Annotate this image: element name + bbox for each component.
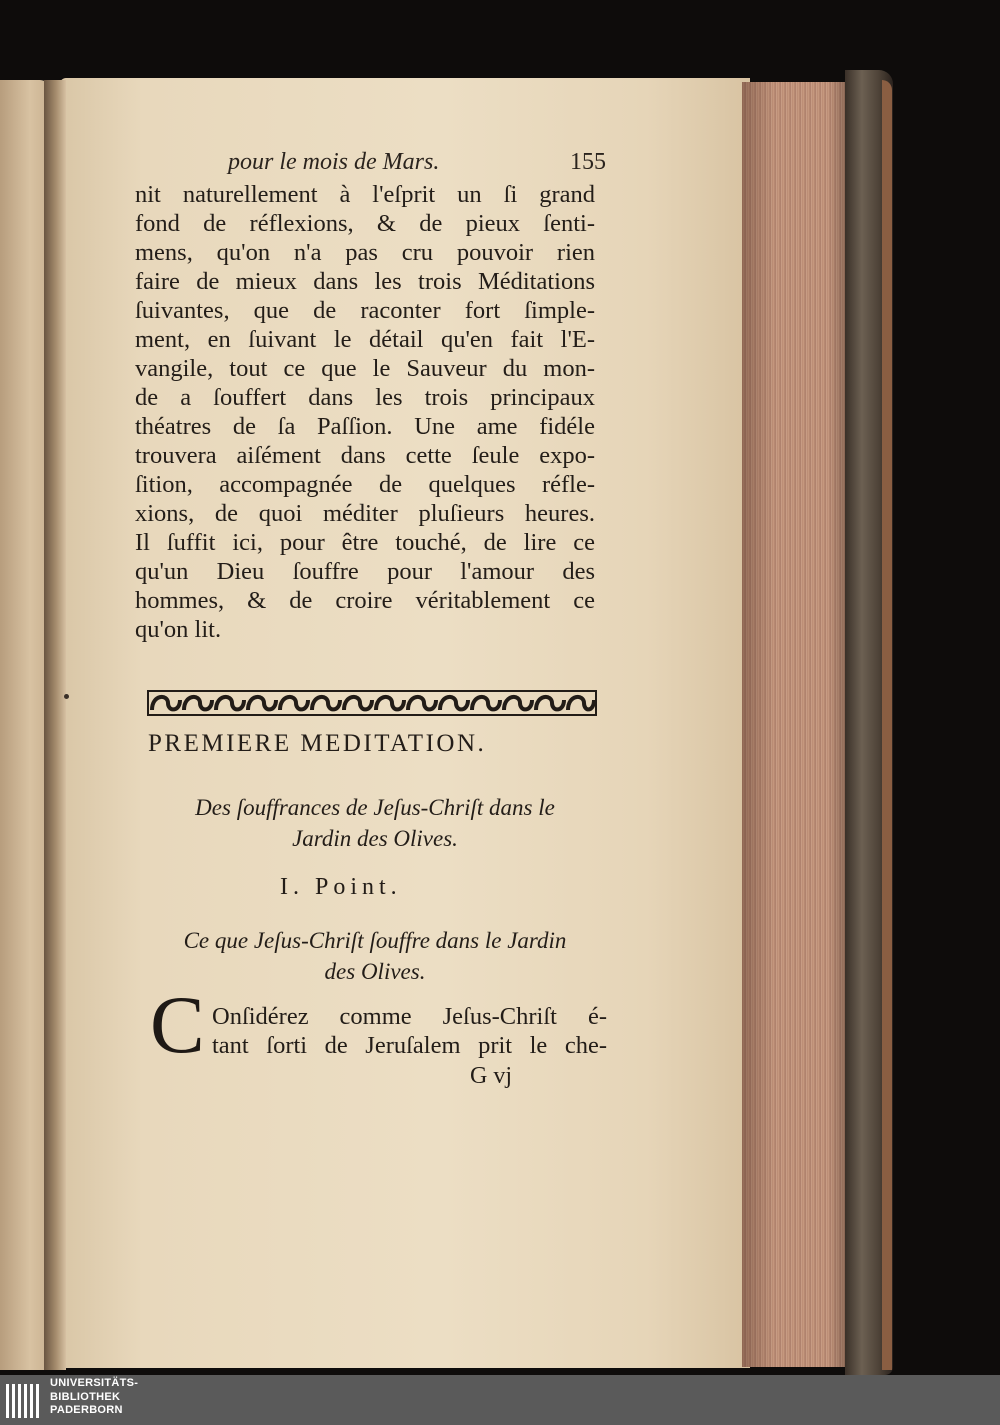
meditation-subtitle-line: Jardin des Olives.	[292, 826, 458, 851]
logo-line: PADERBORN	[50, 1404, 123, 1416]
body-line: Il ſuffit ici, pour être touché, de lire ce	[135, 529, 595, 556]
drop-cap: C	[150, 979, 205, 1070]
body-line: ſuivantes, que de raconter fort ſimple-	[135, 297, 595, 324]
margin-speck	[64, 694, 69, 699]
page-number: 155	[570, 149, 606, 175]
cover-edge	[882, 80, 892, 1370]
printer-ornament-band	[146, 688, 598, 718]
point-subtitle-line: Ce que Jeſus-Chriſt ſouffre dans le Jardin	[183, 928, 567, 953]
body-line: trouvera aiſément dans cette ſeule expo-	[135, 442, 595, 469]
body-line: hommes, & de croire véritablement ce	[135, 587, 595, 614]
body-line: ment, en ſuivant le détail qu'en fait l'E-	[135, 326, 595, 353]
point-subtitle-line: des Olives.	[324, 959, 426, 984]
footer-bar	[0, 1375, 1000, 1425]
body-line: théatres de ſa Paſſion. Une ame fidéle	[135, 413, 595, 440]
meditation-subtitle-line: Des ſouffrances de Jeſus-Chriſt dans le	[195, 795, 555, 820]
logo-line: UNIVERSITÄTS-	[50, 1377, 139, 1389]
body-line: fond de réflexions, & de pieux ſenti-	[135, 210, 595, 237]
library-logo-icon	[4, 1380, 44, 1422]
body-line: qu'un Dieu ſouffre pour l'amour des	[135, 558, 595, 585]
body-line: de a ſouffert dans les trois principaux	[135, 384, 595, 411]
running-head-title: pour le mois de Mars.	[228, 149, 440, 175]
body-line: vangile, tout ce que le Sauveur du mon-	[135, 355, 595, 382]
logo-line: BIBLIOTHEK	[50, 1390, 121, 1403]
catchword: G vj	[470, 1063, 512, 1089]
point-heading: I. Point.	[280, 874, 402, 900]
library-logo-text	[50, 1377, 138, 1418]
body-line: ſition, accompagnée de quelques réfle-	[135, 471, 595, 498]
body-line: mens, qu'on n'a pas cru pouvoir rien	[135, 239, 595, 266]
body-line: qu'on lit.	[135, 616, 222, 643]
body-line: faire de mieux dans les trois Méditations	[135, 268, 595, 295]
left-page-edge	[0, 80, 50, 1370]
body-line: xions, de quoi méditer pluſieurs heures.	[135, 500, 595, 527]
body-line: nit naturellement à l'eſprit un ſi grand	[135, 181, 595, 208]
intro-line: Onſidérez comme Jeſus-Chriſt é-	[212, 1003, 607, 1030]
intro-line: tant ſorti de Jeruſalem prit le che-	[212, 1032, 607, 1059]
meditation-title: PREMIERE MEDITATION.	[148, 730, 487, 757]
book-gutter	[44, 80, 66, 1370]
fore-edge-shade	[742, 82, 850, 1367]
